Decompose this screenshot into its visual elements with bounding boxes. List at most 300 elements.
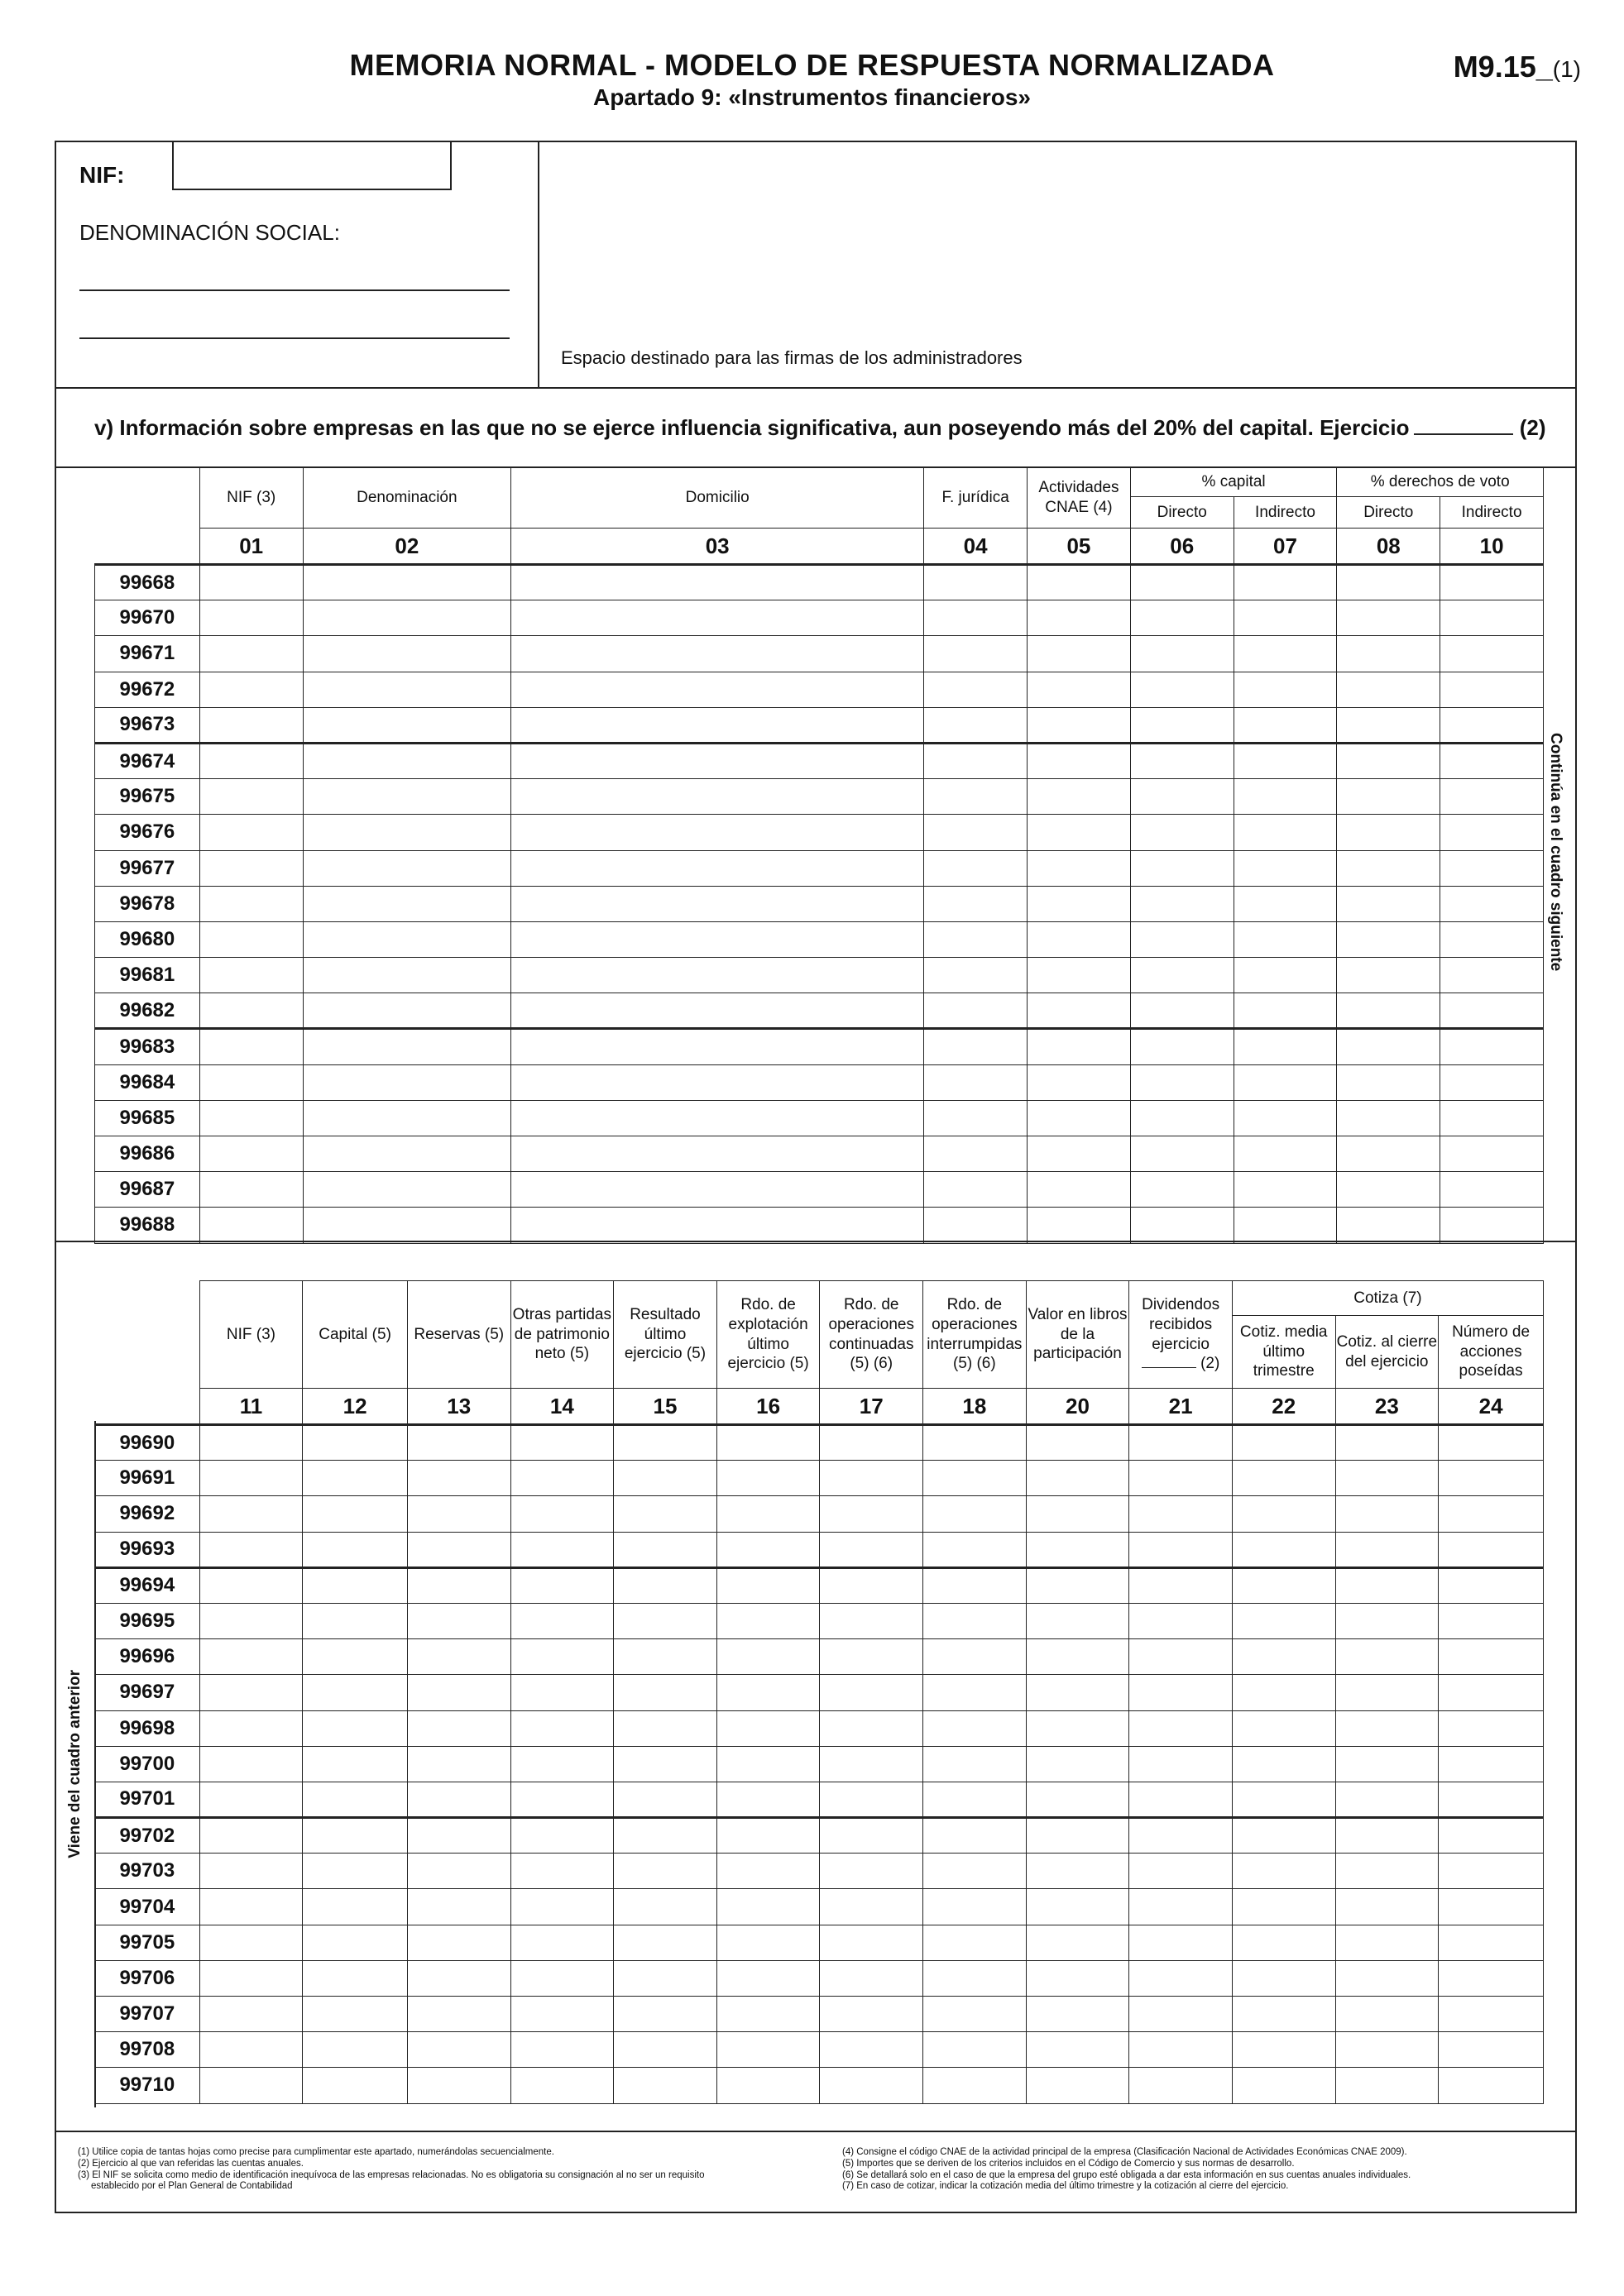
input-cell[interactable] bbox=[1335, 1960, 1439, 1996]
input-cell[interactable] bbox=[614, 1782, 717, 1817]
denominacion-field-line-1[interactable] bbox=[79, 289, 510, 291]
input-cell[interactable] bbox=[303, 886, 511, 921]
input-cell[interactable] bbox=[1337, 815, 1440, 850]
input-cell[interactable] bbox=[303, 636, 511, 672]
input-cell[interactable] bbox=[199, 1782, 303, 1817]
input-cell[interactable] bbox=[923, 2068, 1027, 2103]
input-cell[interactable] bbox=[407, 1889, 510, 1925]
input-cell[interactable] bbox=[1028, 600, 1131, 636]
input-cell[interactable] bbox=[1335, 1532, 1439, 1567]
input-cell[interactable] bbox=[199, 600, 303, 636]
input-cell[interactable] bbox=[1439, 1710, 1544, 1746]
input-cell[interactable] bbox=[716, 1639, 820, 1675]
input-cell[interactable] bbox=[614, 1710, 717, 1746]
input-cell[interactable] bbox=[1335, 1782, 1439, 1817]
input-cell[interactable] bbox=[511, 707, 924, 743]
input-cell[interactable] bbox=[1234, 672, 1337, 707]
input-cell[interactable] bbox=[614, 1675, 717, 1710]
input-cell[interactable] bbox=[1130, 600, 1234, 636]
input-cell[interactable] bbox=[820, 1675, 923, 1710]
input-cell[interactable] bbox=[1335, 1746, 1439, 1782]
input-cell[interactable] bbox=[924, 850, 1028, 886]
input-cell[interactable] bbox=[199, 1425, 303, 1461]
input-cell[interactable] bbox=[1337, 886, 1440, 921]
input-cell[interactable] bbox=[1028, 1208, 1131, 1243]
input-cell[interactable] bbox=[820, 1603, 923, 1638]
input-cell[interactable] bbox=[923, 1639, 1027, 1675]
input-cell[interactable] bbox=[407, 1782, 510, 1817]
input-cell[interactable] bbox=[1130, 1100, 1234, 1136]
input-cell[interactable] bbox=[923, 1532, 1027, 1567]
input-cell[interactable] bbox=[511, 565, 924, 600]
input-cell[interactable] bbox=[614, 1425, 717, 1461]
input-cell[interactable] bbox=[1335, 1818, 1439, 1854]
input-cell[interactable] bbox=[1129, 2032, 1233, 2068]
input-cell[interactable] bbox=[407, 1675, 510, 1710]
input-cell[interactable] bbox=[614, 1925, 717, 1960]
input-cell[interactable] bbox=[1439, 1639, 1544, 1675]
input-cell[interactable] bbox=[407, 1854, 510, 1889]
input-cell[interactable] bbox=[1337, 921, 1440, 957]
input-cell[interactable] bbox=[510, 1567, 614, 1603]
input-cell[interactable] bbox=[924, 1029, 1028, 1064]
input-cell[interactable] bbox=[1234, 636, 1337, 672]
input-cell[interactable] bbox=[1130, 672, 1234, 707]
input-cell[interactable] bbox=[1026, 1960, 1129, 1996]
input-cell[interactable] bbox=[1337, 743, 1440, 778]
input-cell[interactable] bbox=[1335, 1603, 1439, 1638]
input-cell[interactable] bbox=[716, 2032, 820, 2068]
input-cell[interactable] bbox=[923, 1603, 1027, 1638]
input-cell[interactable] bbox=[716, 1889, 820, 1925]
input-cell[interactable] bbox=[1026, 2068, 1129, 2103]
input-cell[interactable] bbox=[510, 2032, 614, 2068]
input-cell[interactable] bbox=[510, 1925, 614, 1960]
input-cell[interactable] bbox=[510, 1675, 614, 1710]
input-cell[interactable] bbox=[614, 2032, 717, 2068]
input-cell[interactable] bbox=[1335, 1496, 1439, 1532]
input-cell[interactable] bbox=[924, 1208, 1028, 1243]
input-cell[interactable] bbox=[1026, 1818, 1129, 1854]
input-cell[interactable] bbox=[716, 1854, 820, 1889]
input-cell[interactable] bbox=[820, 2068, 923, 2103]
input-cell[interactable] bbox=[303, 1782, 408, 1817]
input-cell[interactable] bbox=[923, 1818, 1027, 1854]
input-cell[interactable] bbox=[199, 1029, 303, 1064]
input-cell[interactable] bbox=[303, 600, 511, 636]
input-cell[interactable] bbox=[1439, 1925, 1544, 1960]
input-cell[interactable] bbox=[1026, 1461, 1129, 1496]
input-cell[interactable] bbox=[924, 779, 1028, 815]
input-cell[interactable] bbox=[1130, 707, 1234, 743]
input-cell[interactable] bbox=[1439, 2068, 1544, 2103]
input-cell[interactable] bbox=[716, 1710, 820, 1746]
input-cell[interactable] bbox=[1439, 1960, 1544, 1996]
input-cell[interactable] bbox=[199, 2032, 303, 2068]
input-cell[interactable] bbox=[820, 1639, 923, 1675]
input-cell[interactable] bbox=[1232, 1782, 1335, 1817]
input-cell[interactable] bbox=[1439, 1889, 1544, 1925]
input-cell[interactable] bbox=[303, 958, 511, 993]
input-cell[interactable] bbox=[1026, 1532, 1129, 1567]
input-cell[interactable] bbox=[1129, 1675, 1233, 1710]
input-cell[interactable] bbox=[510, 1854, 614, 1889]
input-cell[interactable] bbox=[511, 1064, 924, 1100]
input-cell[interactable] bbox=[1026, 1889, 1129, 1925]
input-cell[interactable] bbox=[407, 1997, 510, 2032]
input-cell[interactable] bbox=[924, 1100, 1028, 1136]
input-cell[interactable] bbox=[510, 1746, 614, 1782]
input-cell[interactable] bbox=[1026, 1603, 1129, 1638]
input-cell[interactable] bbox=[1440, 958, 1544, 993]
input-cell[interactable] bbox=[820, 1997, 923, 2032]
input-cell[interactable] bbox=[1028, 1100, 1131, 1136]
input-cell[interactable] bbox=[1234, 1064, 1337, 1100]
input-cell[interactable] bbox=[923, 2032, 1027, 2068]
input-cell[interactable] bbox=[716, 1532, 820, 1567]
input-cell[interactable] bbox=[1129, 1818, 1233, 1854]
input-cell[interactable] bbox=[1026, 1997, 1129, 2032]
input-cell[interactable] bbox=[510, 1603, 614, 1638]
input-cell[interactable] bbox=[923, 1782, 1027, 1817]
input-cell[interactable] bbox=[303, 1603, 408, 1638]
nif-field[interactable] bbox=[172, 142, 452, 190]
input-cell[interactable] bbox=[1232, 2068, 1335, 2103]
input-cell[interactable] bbox=[511, 1136, 924, 1172]
input-cell[interactable] bbox=[1130, 565, 1234, 600]
input-cell[interactable] bbox=[924, 565, 1028, 600]
input-cell[interactable] bbox=[407, 1925, 510, 1960]
input-cell[interactable] bbox=[1028, 1172, 1131, 1208]
input-cell[interactable] bbox=[1129, 1567, 1233, 1603]
input-cell[interactable] bbox=[924, 1172, 1028, 1208]
input-cell[interactable] bbox=[1129, 1425, 1233, 1461]
input-cell[interactable] bbox=[1337, 1029, 1440, 1064]
input-cell[interactable] bbox=[1234, 1100, 1337, 1136]
input-cell[interactable] bbox=[924, 672, 1028, 707]
input-cell[interactable] bbox=[924, 815, 1028, 850]
input-cell[interactable] bbox=[1028, 1064, 1131, 1100]
input-cell[interactable] bbox=[1234, 850, 1337, 886]
input-cell[interactable] bbox=[1335, 1997, 1439, 2032]
input-cell[interactable] bbox=[510, 1496, 614, 1532]
input-cell[interactable] bbox=[199, 565, 303, 600]
input-cell[interactable] bbox=[199, 1496, 303, 1532]
input-cell[interactable] bbox=[1130, 993, 1234, 1029]
input-cell[interactable] bbox=[1130, 886, 1234, 921]
input-cell[interactable] bbox=[303, 672, 511, 707]
input-cell[interactable] bbox=[303, 993, 511, 1029]
input-cell[interactable] bbox=[1130, 636, 1234, 672]
input-cell[interactable] bbox=[199, 1461, 303, 1496]
input-cell[interactable] bbox=[1335, 1639, 1439, 1675]
input-cell[interactable] bbox=[303, 1461, 408, 1496]
input-cell[interactable] bbox=[510, 1818, 614, 1854]
input-cell[interactable] bbox=[407, 1425, 510, 1461]
input-cell[interactable] bbox=[1130, 921, 1234, 957]
input-cell[interactable] bbox=[199, 707, 303, 743]
input-cell[interactable] bbox=[1337, 1136, 1440, 1172]
input-cell[interactable] bbox=[1129, 1710, 1233, 1746]
input-cell[interactable] bbox=[1129, 1960, 1233, 1996]
input-cell[interactable] bbox=[924, 1136, 1028, 1172]
input-cell[interactable] bbox=[923, 1710, 1027, 1746]
input-cell[interactable] bbox=[716, 1425, 820, 1461]
input-cell[interactable] bbox=[303, 1172, 511, 1208]
input-cell[interactable] bbox=[303, 707, 511, 743]
input-cell[interactable] bbox=[303, 1100, 511, 1136]
input-cell[interactable] bbox=[1028, 707, 1131, 743]
input-cell[interactable] bbox=[1335, 1710, 1439, 1746]
input-cell[interactable] bbox=[1129, 1746, 1233, 1782]
input-cell[interactable] bbox=[511, 779, 924, 815]
input-cell[interactable] bbox=[820, 1782, 923, 1817]
input-cell[interactable] bbox=[1440, 993, 1544, 1029]
input-cell[interactable] bbox=[716, 1496, 820, 1532]
input-cell[interactable] bbox=[510, 1782, 614, 1817]
input-cell[interactable] bbox=[303, 1639, 408, 1675]
input-cell[interactable] bbox=[820, 1496, 923, 1532]
input-cell[interactable] bbox=[1232, 1461, 1335, 1496]
input-cell[interactable] bbox=[1335, 2068, 1439, 2103]
input-cell[interactable] bbox=[1130, 958, 1234, 993]
input-cell[interactable] bbox=[924, 743, 1028, 778]
input-cell[interactable] bbox=[303, 815, 511, 850]
input-cell[interactable] bbox=[614, 1496, 717, 1532]
ejercicio-field[interactable] bbox=[1414, 433, 1513, 435]
input-cell[interactable] bbox=[199, 1925, 303, 1960]
input-cell[interactable] bbox=[1232, 1818, 1335, 1854]
input-cell[interactable] bbox=[924, 600, 1028, 636]
input-cell[interactable] bbox=[716, 1746, 820, 1782]
input-cell[interactable] bbox=[614, 1603, 717, 1638]
input-cell[interactable] bbox=[303, 1925, 408, 1960]
input-cell[interactable] bbox=[1439, 1746, 1544, 1782]
input-cell[interactable] bbox=[614, 1818, 717, 1854]
input-cell[interactable] bbox=[407, 1710, 510, 1746]
input-cell[interactable] bbox=[1130, 779, 1234, 815]
input-cell[interactable] bbox=[407, 1818, 510, 1854]
input-cell[interactable] bbox=[303, 1960, 408, 1996]
input-cell[interactable] bbox=[1234, 921, 1337, 957]
input-cell[interactable] bbox=[199, 1532, 303, 1567]
input-cell[interactable] bbox=[1028, 672, 1131, 707]
input-cell[interactable] bbox=[1028, 565, 1131, 600]
input-cell[interactable] bbox=[511, 815, 924, 850]
input-cell[interactable] bbox=[1028, 850, 1131, 886]
input-cell[interactable] bbox=[716, 1675, 820, 1710]
input-cell[interactable] bbox=[1439, 1461, 1544, 1496]
input-cell[interactable] bbox=[1028, 921, 1131, 957]
input-cell[interactable] bbox=[924, 921, 1028, 957]
input-cell[interactable] bbox=[820, 2032, 923, 2068]
input-cell[interactable] bbox=[511, 886, 924, 921]
input-cell[interactable] bbox=[1129, 1603, 1233, 1638]
input-cell[interactable] bbox=[511, 993, 924, 1029]
input-cell[interactable] bbox=[1439, 1567, 1544, 1603]
input-cell[interactable] bbox=[199, 1639, 303, 1675]
input-cell[interactable] bbox=[510, 1710, 614, 1746]
input-cell[interactable] bbox=[1439, 1997, 1544, 2032]
input-cell[interactable] bbox=[510, 1461, 614, 1496]
input-cell[interactable] bbox=[716, 1782, 820, 1817]
input-cell[interactable] bbox=[1439, 1603, 1544, 1638]
input-cell[interactable] bbox=[820, 1425, 923, 1461]
input-cell[interactable] bbox=[1234, 1029, 1337, 1064]
input-cell[interactable] bbox=[303, 1746, 408, 1782]
input-cell[interactable] bbox=[511, 636, 924, 672]
input-cell[interactable] bbox=[1440, 886, 1544, 921]
input-cell[interactable] bbox=[510, 1997, 614, 2032]
input-cell[interactable] bbox=[1234, 743, 1337, 778]
input-cell[interactable] bbox=[1130, 743, 1234, 778]
input-cell[interactable] bbox=[511, 600, 924, 636]
input-cell[interactable] bbox=[820, 1925, 923, 1960]
input-cell[interactable] bbox=[1129, 1854, 1233, 1889]
input-cell[interactable] bbox=[1234, 565, 1337, 600]
input-cell[interactable] bbox=[716, 1461, 820, 1496]
input-cell[interactable] bbox=[1026, 1496, 1129, 1532]
input-cell[interactable] bbox=[1232, 1532, 1335, 1567]
input-cell[interactable] bbox=[1439, 1496, 1544, 1532]
input-cell[interactable] bbox=[614, 1854, 717, 1889]
input-cell[interactable] bbox=[1026, 1925, 1129, 1960]
input-cell[interactable] bbox=[1130, 850, 1234, 886]
input-cell[interactable] bbox=[1337, 1100, 1440, 1136]
input-cell[interactable] bbox=[303, 2032, 408, 2068]
input-cell[interactable] bbox=[199, 921, 303, 957]
input-cell[interactable] bbox=[407, 1532, 510, 1567]
input-cell[interactable] bbox=[303, 1567, 408, 1603]
input-cell[interactable] bbox=[303, 1854, 408, 1889]
input-cell[interactable] bbox=[1130, 1208, 1234, 1243]
input-cell[interactable] bbox=[820, 1710, 923, 1746]
input-cell[interactable] bbox=[1232, 1710, 1335, 1746]
input-cell[interactable] bbox=[1440, 1172, 1544, 1208]
input-cell[interactable] bbox=[303, 1136, 511, 1172]
input-cell[interactable] bbox=[614, 1639, 717, 1675]
input-cell[interactable] bbox=[407, 2068, 510, 2103]
input-cell[interactable] bbox=[1026, 1425, 1129, 1461]
input-cell[interactable] bbox=[407, 1496, 510, 1532]
input-cell[interactable] bbox=[199, 1136, 303, 1172]
input-cell[interactable] bbox=[511, 1172, 924, 1208]
input-cell[interactable] bbox=[510, 1960, 614, 1996]
input-cell[interactable] bbox=[1129, 2068, 1233, 2103]
input-cell[interactable] bbox=[1232, 1854, 1335, 1889]
input-cell[interactable] bbox=[1129, 1532, 1233, 1567]
input-cell[interactable] bbox=[1028, 779, 1131, 815]
input-cell[interactable] bbox=[303, 1710, 408, 1746]
input-cell[interactable] bbox=[303, 565, 511, 600]
input-cell[interactable] bbox=[199, 1960, 303, 1996]
input-cell[interactable] bbox=[1439, 1782, 1544, 1817]
input-cell[interactable] bbox=[1337, 1064, 1440, 1100]
input-cell[interactable] bbox=[716, 2068, 820, 2103]
input-cell[interactable] bbox=[1439, 2032, 1544, 2068]
input-cell[interactable] bbox=[1335, 1461, 1439, 1496]
input-cell[interactable] bbox=[199, 2068, 303, 2103]
input-cell[interactable] bbox=[1337, 779, 1440, 815]
input-cell[interactable] bbox=[1335, 1925, 1439, 1960]
input-cell[interactable] bbox=[1234, 958, 1337, 993]
input-cell[interactable] bbox=[1337, 672, 1440, 707]
input-cell[interactable] bbox=[923, 1746, 1027, 1782]
input-cell[interactable] bbox=[924, 707, 1028, 743]
input-cell[interactable] bbox=[199, 815, 303, 850]
input-cell[interactable] bbox=[924, 1064, 1028, 1100]
input-cell[interactable] bbox=[1440, 921, 1544, 957]
input-cell[interactable] bbox=[716, 1997, 820, 2032]
input-cell[interactable] bbox=[1130, 815, 1234, 850]
input-cell[interactable] bbox=[1130, 1136, 1234, 1172]
input-cell[interactable] bbox=[1337, 600, 1440, 636]
input-cell[interactable] bbox=[1028, 958, 1131, 993]
input-cell[interactable] bbox=[1026, 1675, 1129, 1710]
input-cell[interactable] bbox=[1232, 1746, 1335, 1782]
input-cell[interactable] bbox=[199, 1854, 303, 1889]
input-cell[interactable] bbox=[511, 921, 924, 957]
input-cell[interactable] bbox=[614, 1461, 717, 1496]
input-cell[interactable] bbox=[407, 1960, 510, 1996]
input-cell[interactable] bbox=[924, 886, 1028, 921]
input-cell[interactable] bbox=[1439, 1532, 1544, 1567]
input-cell[interactable] bbox=[716, 1960, 820, 1996]
input-cell[interactable] bbox=[199, 886, 303, 921]
input-cell[interactable] bbox=[1130, 1172, 1234, 1208]
input-cell[interactable] bbox=[1026, 1639, 1129, 1675]
input-cell[interactable] bbox=[199, 1710, 303, 1746]
input-cell[interactable] bbox=[923, 1675, 1027, 1710]
input-cell[interactable] bbox=[1439, 1675, 1544, 1710]
input-cell[interactable] bbox=[199, 1100, 303, 1136]
input-cell[interactable] bbox=[1335, 2032, 1439, 2068]
input-cell[interactable] bbox=[1337, 565, 1440, 600]
input-cell[interactable] bbox=[1028, 1136, 1131, 1172]
input-cell[interactable] bbox=[1129, 1889, 1233, 1925]
input-cell[interactable] bbox=[1234, 1136, 1337, 1172]
input-cell[interactable] bbox=[1028, 815, 1131, 850]
input-cell[interactable] bbox=[1337, 993, 1440, 1029]
input-cell[interactable] bbox=[1439, 1818, 1544, 1854]
input-cell[interactable] bbox=[199, 1603, 303, 1638]
input-cell[interactable] bbox=[1028, 886, 1131, 921]
input-cell[interactable] bbox=[1440, 815, 1544, 850]
input-cell[interactable] bbox=[923, 1889, 1027, 1925]
input-cell[interactable] bbox=[614, 1889, 717, 1925]
input-cell[interactable] bbox=[1028, 743, 1131, 778]
input-cell[interactable] bbox=[199, 1208, 303, 1243]
input-cell[interactable] bbox=[1026, 2032, 1129, 2068]
input-cell[interactable] bbox=[820, 1889, 923, 1925]
input-cell[interactable] bbox=[1234, 815, 1337, 850]
input-cell[interactable] bbox=[303, 1997, 408, 2032]
input-cell[interactable] bbox=[1129, 1782, 1233, 1817]
input-cell[interactable] bbox=[1234, 600, 1337, 636]
input-cell[interactable] bbox=[303, 779, 511, 815]
input-cell[interactable] bbox=[407, 1746, 510, 1782]
input-cell[interactable] bbox=[1232, 1925, 1335, 1960]
input-cell[interactable] bbox=[1234, 1208, 1337, 1243]
input-cell[interactable] bbox=[511, 1029, 924, 1064]
input-cell[interactable] bbox=[1232, 1960, 1335, 1996]
input-cell[interactable] bbox=[407, 1567, 510, 1603]
input-cell[interactable] bbox=[511, 1208, 924, 1243]
input-cell[interactable] bbox=[614, 1746, 717, 1782]
input-cell[interactable] bbox=[820, 1746, 923, 1782]
input-cell[interactable] bbox=[614, 1997, 717, 2032]
input-cell[interactable] bbox=[1440, 1136, 1544, 1172]
